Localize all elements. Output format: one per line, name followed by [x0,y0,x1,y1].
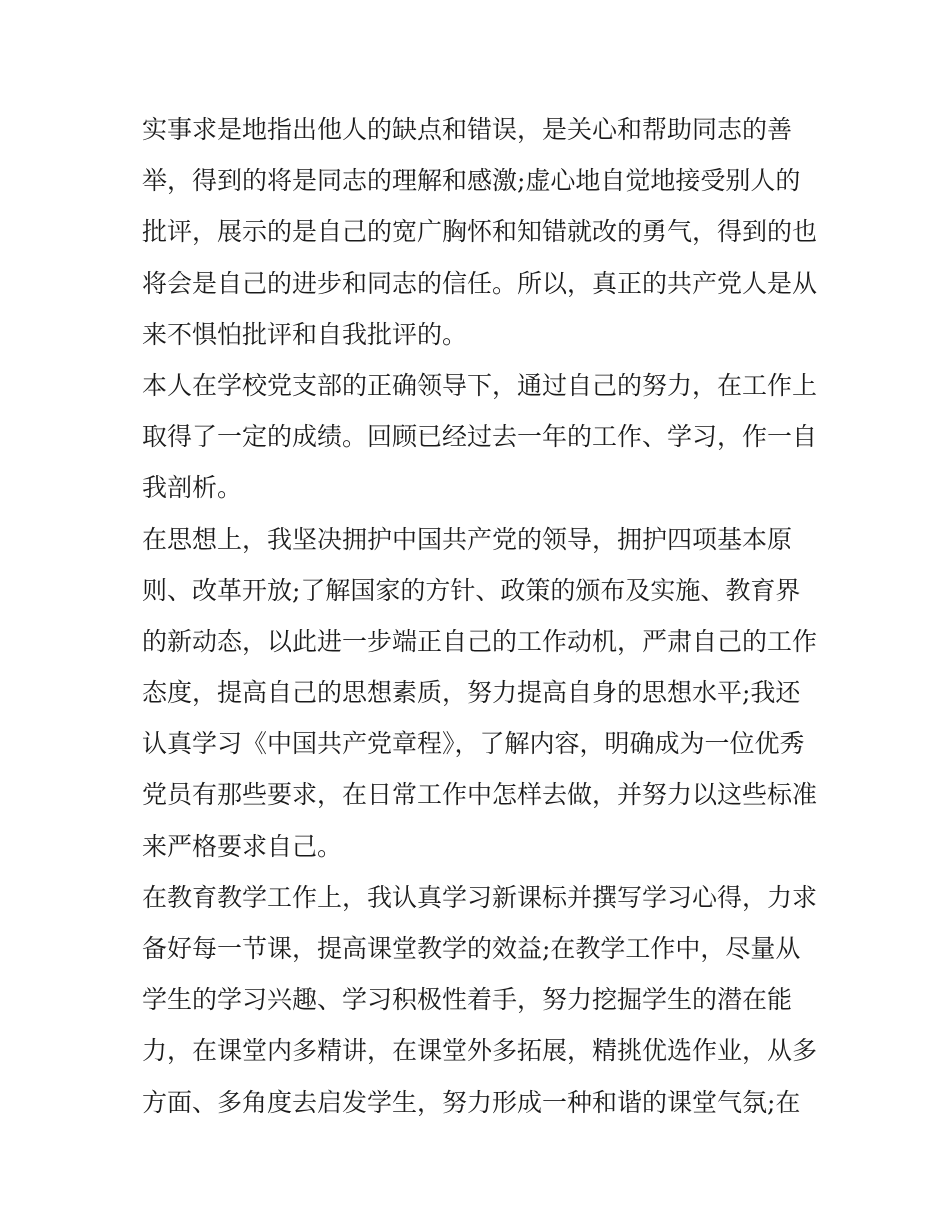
text-line: 来不惧怕批评和自我批评的。 [142,319,468,349]
text-line: 态度，提高自己的思想素质，努力提高自身的思想水平;我还 [142,678,801,708]
body-text [142,104,822,1128]
text-line: 党员有那些要求，在日常工作中怎样去做，并努力以这些标准 [142,780,818,810]
text-line: 本人在学校党支部的正确领导下，通过自己的努力，在工作上 [142,370,818,400]
text-line: 则、改革开放;了解国家的方针、政策的颁布及实施、教育界 [142,575,801,605]
text-line: 在思想上，我坚决拥护中国共产党的领导，拥护四项基本原 [142,524,793,554]
text-line: 备好每一节课，提高课堂教学的效益;在教学工作中，尽量从 [142,934,801,963]
text-line: 我剖析。 [142,473,243,503]
text-line: 实事求是地指出他人的缺点和错误，是关心和帮助同志的善 [142,115,793,144]
text-line: 取得了一定的成绩。回顾已经过去一年的工作、学习，作一自 [142,422,818,452]
text-line: 方面、多角度去启发学生，努力形成一种和谐的课堂气氛;在 [142,1087,801,1117]
text-line: 力，在课堂内多精讲，在课堂外多拓展，精挑优选作业，从多 [142,1036,818,1066]
text-line: 认真学习《中国共产党章程》，了解内容，明确成为一位优秀 [142,729,805,759]
text-line: 批评，展示的是自己的宽广胸怀和知错就改的勇气，得到的也 [142,217,818,247]
text-line: 举，得到的将是同志的理解和感激;虚心地自觉地接受别人的 [142,166,801,196]
text-line: 来严格要求自己。 [142,831,343,861]
text-line: 将会是自己的进步和同志的信任。所以，真正的共产党人是从 [142,268,818,298]
text-line: 在教育教学工作上，我认真学习新课标并撰写学习心得，力求 [142,882,818,912]
text-line: 学生的学习兴趣、学习积极性着手，努力挖掘学生的潜在能 [142,985,793,1015]
text-line: 的新动态，以此进一步端正自己的工作动机，严肃自己的工作 [142,626,818,656]
